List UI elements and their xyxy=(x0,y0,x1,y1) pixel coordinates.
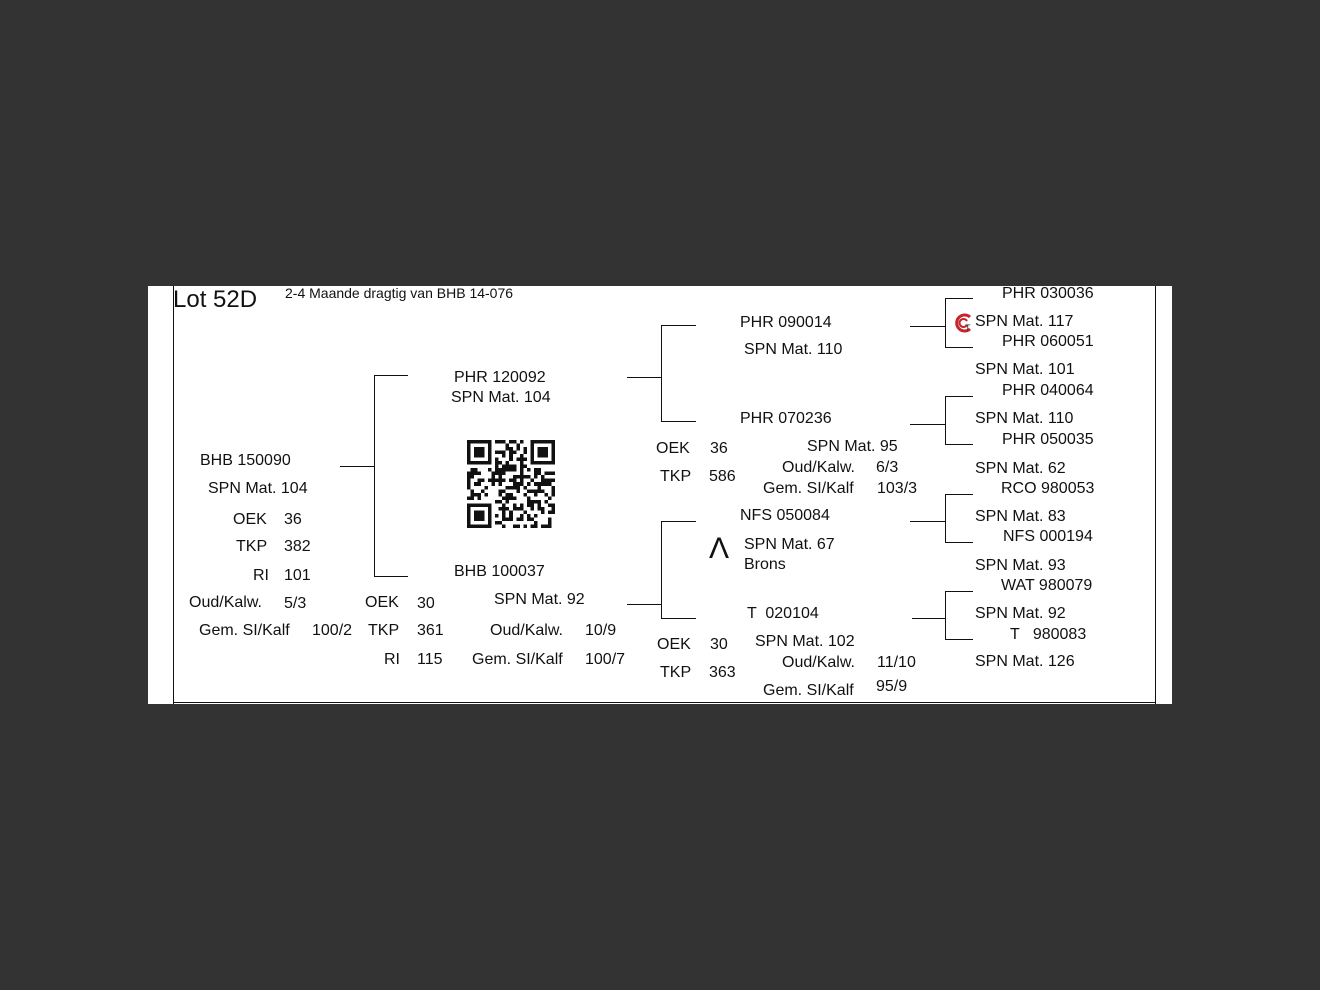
gen4-6-spn: SPN Mat. 93 xyxy=(975,557,1066,574)
dam-dam-id: T 020104 xyxy=(747,605,819,622)
connector-sire xyxy=(627,377,661,378)
bracket-g4-4 xyxy=(945,591,946,640)
dam-sire-id: NFS 050084 xyxy=(740,507,830,524)
bracket-g4-3-top xyxy=(945,494,973,495)
bracket-g4-1 xyxy=(945,298,946,348)
sire-dam-tkp-value: 586 xyxy=(709,468,736,485)
bracket-gen2 xyxy=(374,375,375,577)
left-border xyxy=(173,286,174,704)
gen4-4-spn: SPN Mat. 62 xyxy=(975,460,1066,477)
sire-dam-tkp-label: TKP xyxy=(660,468,692,485)
bracket-dam-top xyxy=(661,521,696,522)
dam-oud-label: Oud/Kalw. xyxy=(490,622,563,639)
bottom-border xyxy=(173,702,1156,703)
dam-dam-tkp-label: TKP xyxy=(660,664,692,681)
connector-g3-3 xyxy=(910,521,945,522)
dam-dam-oud-label: Oud/Kalw. xyxy=(782,654,855,671)
pedigree-sheet xyxy=(148,286,1172,704)
bracket-gen2-top xyxy=(374,375,408,376)
dam-oud-value: 10/9 xyxy=(585,622,617,639)
animal-oek-label: OEK xyxy=(233,511,267,528)
qr-code-icon xyxy=(467,440,555,528)
dam-dam-oek-value: 30 xyxy=(710,636,728,653)
gen4-5-spn: SPN Mat. 83 xyxy=(975,508,1066,525)
dam-id: BHB 100037 xyxy=(454,563,545,580)
dam-oek-value: 30 xyxy=(417,595,435,612)
gen4-8-spn: SPN Mat. 126 xyxy=(975,653,1075,670)
connector-animal xyxy=(340,466,374,467)
dam-dam-gem-value: 95/9 xyxy=(876,678,908,695)
bracket-g4-4-top xyxy=(945,591,973,592)
dam-dam-oud-value: 11/10 xyxy=(877,654,916,671)
bracket-sire-bottom xyxy=(661,421,696,422)
gen4-7-spn: SPN Mat. 92 xyxy=(975,605,1066,622)
dam-dam-oek-label: OEK xyxy=(657,636,691,653)
sire-dam-oek-label: OEK xyxy=(656,440,690,457)
bracket-g4-2-bottom xyxy=(945,444,973,445)
connector-dam xyxy=(627,604,661,605)
bracket-g4-3-bottom xyxy=(945,542,973,543)
gen4-3-spn: SPN Mat. 110 xyxy=(975,410,1074,427)
dam-ri-value: 115 xyxy=(417,651,443,668)
animal-oek-value: 36 xyxy=(284,511,302,528)
dam-sire-extra: Brons xyxy=(744,556,786,573)
sire-dam-gem-value: 103/3 xyxy=(877,480,918,497)
bracket-sire xyxy=(661,325,662,422)
dam-dam-spn: SPN Mat. 102 xyxy=(755,633,855,650)
bracket-gen2-bottom xyxy=(374,576,408,577)
sire-sire-spn: SPN Mat. 110 xyxy=(744,341,843,358)
animal-tkp-value: 382 xyxy=(284,538,311,555)
animal-gem-label: Gem. SI/Kalf xyxy=(199,622,290,639)
sire-id: PHR 120092 xyxy=(454,369,546,386)
dam-gem-label: Gem. SI/Kalf xyxy=(472,651,563,668)
animal-id: BHB 150090 xyxy=(200,452,291,469)
bracket-g4-1-top xyxy=(945,298,973,299)
animal-ri-label: RI xyxy=(253,567,269,584)
animal-ri-value: 101 xyxy=(284,567,311,584)
animal-gem-value: 100/2 xyxy=(312,622,353,639)
bracket-g4-2 xyxy=(945,396,946,445)
bracket-g4-4-bottom xyxy=(945,639,973,640)
gen4-2-id: PHR 060051 xyxy=(1002,333,1094,350)
dam-ri-label: RI xyxy=(384,651,400,668)
animal-tkp-label: TKP xyxy=(236,538,268,555)
bracket-g4-1-bottom xyxy=(945,347,973,348)
bracket-sire-top xyxy=(661,325,696,326)
sire-dam-gem-label: Gem. SI/Kalf xyxy=(763,480,854,497)
sire-dam-spn: SPN Mat. 95 xyxy=(807,438,898,455)
pregnancy-note: 2-4 Maande dragtig van BHB 14-076 xyxy=(285,286,514,301)
dam-oek-label: OEK xyxy=(365,594,399,611)
sire-sire-id: PHR 090014 xyxy=(740,314,832,331)
bracket-g4-3 xyxy=(945,494,946,543)
sire-dam-oek-value: 36 xyxy=(710,440,728,457)
sire-dam-oud-value: 6/3 xyxy=(876,459,899,476)
connector-g3-4 xyxy=(912,618,945,619)
gen4-4-id: PHR 050035 xyxy=(1002,431,1094,448)
dam-sire-spn: SPN Mat. 67 xyxy=(744,536,835,553)
gen4-1-id: PHR 030036 xyxy=(1002,286,1094,302)
lot-title: Lot 52D xyxy=(173,286,258,313)
sire-dam-id: PHR 070236 xyxy=(740,410,832,427)
svg-text:T: T xyxy=(965,323,971,333)
bracket-dam-bottom xyxy=(661,618,696,619)
dam-tkp-label: TKP xyxy=(368,622,400,639)
bracket-g4-2-top xyxy=(945,396,973,397)
breeder-logo-icon xyxy=(954,313,976,333)
gen4-3-id: PHR 040064 xyxy=(1002,382,1094,399)
animal-oud-label: Oud/Kalw. xyxy=(189,594,262,611)
gen4-5-id: RCO 980053 xyxy=(1001,480,1095,497)
bracket-dam xyxy=(661,521,662,619)
animal-oud-value: 5/3 xyxy=(284,595,307,612)
dam-gem-value: 100/7 xyxy=(585,651,626,668)
sire-spn: SPN Mat. 104 xyxy=(451,389,551,406)
animal-spn: SPN Mat. 104 xyxy=(208,480,308,497)
sire-dam-oud-label: Oud/Kalw. xyxy=(782,459,855,476)
gen4-1-spn: SPN Mat. 117 xyxy=(975,313,1074,330)
connector-g3-2 xyxy=(910,424,945,425)
gen4-2-spn: SPN Mat. 101 xyxy=(975,361,1075,378)
right-border xyxy=(1155,286,1156,704)
dam-spn: SPN Mat. 92 xyxy=(494,591,585,608)
gen4-8-id: T 980083 xyxy=(1010,626,1087,643)
gen4-7-id: WAT 980079 xyxy=(1001,577,1093,594)
lambda-mark: Λ xyxy=(709,532,730,565)
gen4-6-id: NFS 000194 xyxy=(1003,528,1093,545)
dam-dam-gem-label: Gem. SI/Kalf xyxy=(763,682,854,699)
dam-tkp-value: 361 xyxy=(417,622,444,639)
dam-dam-tkp-value: 363 xyxy=(709,664,736,681)
connector-g3-1 xyxy=(910,326,945,327)
